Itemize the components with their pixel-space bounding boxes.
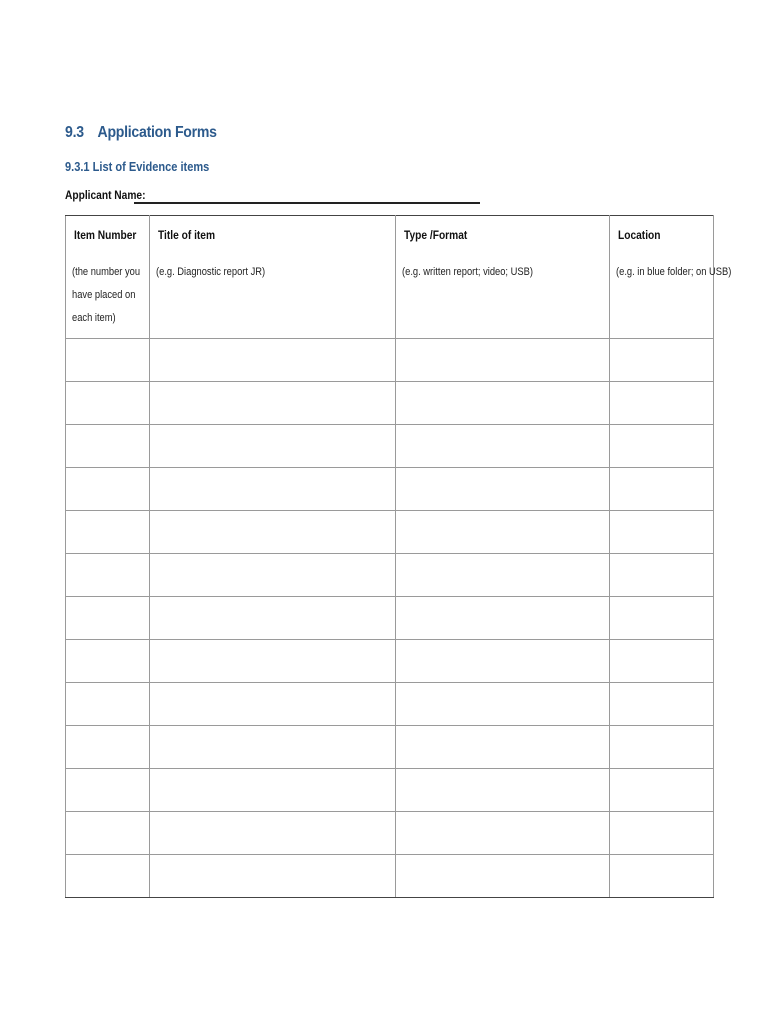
table-cell[interactable] xyxy=(396,511,610,554)
table-cell[interactable] xyxy=(610,468,714,511)
table-cell[interactable] xyxy=(610,812,714,855)
table-cell[interactable] xyxy=(396,554,610,597)
table-cell[interactable] xyxy=(610,382,714,425)
table-cell[interactable] xyxy=(396,339,610,382)
table-cell[interactable] xyxy=(150,339,396,382)
table-cell[interactable] xyxy=(66,339,150,382)
section-number: 9.3 xyxy=(65,124,84,141)
table-cell[interactable] xyxy=(66,640,150,683)
column-hint: (e.g. written report; video; USB) xyxy=(402,266,533,278)
table-cell[interactable] xyxy=(396,855,610,898)
table-cell[interactable] xyxy=(610,769,714,812)
table-cell[interactable] xyxy=(66,597,150,640)
header-cell-title xyxy=(150,216,396,339)
table-row xyxy=(66,726,714,769)
table-cell[interactable] xyxy=(150,726,396,769)
header-cell-location xyxy=(610,216,732,339)
table-row xyxy=(66,855,714,898)
table-cell[interactable] xyxy=(150,812,396,855)
section-heading xyxy=(65,124,217,142)
applicant-name-field[interactable] xyxy=(134,202,480,204)
table-cell[interactable] xyxy=(396,597,610,640)
table-row xyxy=(66,339,714,382)
table-cell[interactable] xyxy=(396,382,610,425)
table-cell[interactable] xyxy=(66,726,150,769)
table-cell[interactable] xyxy=(396,769,610,812)
table-cell[interactable] xyxy=(150,425,396,468)
table-cell[interactable] xyxy=(66,683,150,726)
table-cell[interactable] xyxy=(150,597,396,640)
applicant-name-label: Applicant Name: xyxy=(65,188,146,202)
table-cell[interactable] xyxy=(150,554,396,597)
section-title: Application Forms xyxy=(97,124,217,141)
table-row xyxy=(66,640,714,683)
table-row xyxy=(66,597,714,640)
column-title: Type /Format xyxy=(404,228,468,242)
table-cell[interactable] xyxy=(66,812,150,855)
column-hint: (e.g. Diagnostic report JR) xyxy=(156,266,266,278)
table-cell[interactable] xyxy=(150,511,396,554)
table-cell[interactable] xyxy=(150,769,396,812)
table-cell[interactable] xyxy=(396,812,610,855)
table-cell[interactable] xyxy=(150,640,396,683)
table-cell[interactable] xyxy=(610,339,714,382)
column-title: Item Number xyxy=(74,228,137,242)
column-hint: (e.g. in blue folder; on USB) xyxy=(616,266,732,278)
column-title: Title of item xyxy=(158,228,216,242)
table-cell[interactable] xyxy=(610,726,714,769)
column-title: Location xyxy=(618,228,661,242)
table-cell[interactable] xyxy=(150,468,396,511)
table-cell[interactable] xyxy=(610,597,714,640)
table-cell[interactable] xyxy=(66,769,150,812)
table-row xyxy=(66,382,714,425)
evidence-table xyxy=(65,215,732,898)
table-cell[interactable] xyxy=(610,554,714,597)
table-cell[interactable] xyxy=(66,511,150,554)
header-cell-type-format xyxy=(396,216,610,339)
table-cell[interactable] xyxy=(396,468,610,511)
table-row xyxy=(66,425,714,468)
table-row xyxy=(66,468,714,511)
table-cell[interactable] xyxy=(610,640,714,683)
table-body xyxy=(66,339,714,898)
subsection-heading: 9.3.1 List of Evidence items xyxy=(65,159,210,174)
table-row xyxy=(66,812,714,855)
table-row xyxy=(66,683,714,726)
table-cell[interactable] xyxy=(66,554,150,597)
table-cell[interactable] xyxy=(610,511,714,554)
table-cell[interactable] xyxy=(66,382,150,425)
table-cell[interactable] xyxy=(610,855,714,898)
table-cell[interactable] xyxy=(396,640,610,683)
table-row xyxy=(66,511,714,554)
table-header-row xyxy=(66,216,714,339)
table-cell[interactable] xyxy=(396,425,610,468)
table-cell[interactable] xyxy=(610,425,714,468)
table-cell[interactable] xyxy=(396,726,610,769)
table-cell[interactable] xyxy=(150,683,396,726)
table-row xyxy=(66,769,714,812)
column-hint: (the number you have placed on each item) xyxy=(72,266,141,324)
table-cell[interactable] xyxy=(396,683,610,726)
header-cell-item-number xyxy=(66,216,150,339)
table-cell[interactable] xyxy=(150,855,396,898)
table-cell[interactable] xyxy=(66,468,150,511)
table-row xyxy=(66,554,714,597)
table-cell[interactable] xyxy=(150,382,396,425)
table-cell[interactable] xyxy=(66,425,150,468)
table-cell[interactable] xyxy=(66,855,150,898)
table-cell[interactable] xyxy=(610,683,714,726)
applicant-name-row xyxy=(65,188,481,206)
